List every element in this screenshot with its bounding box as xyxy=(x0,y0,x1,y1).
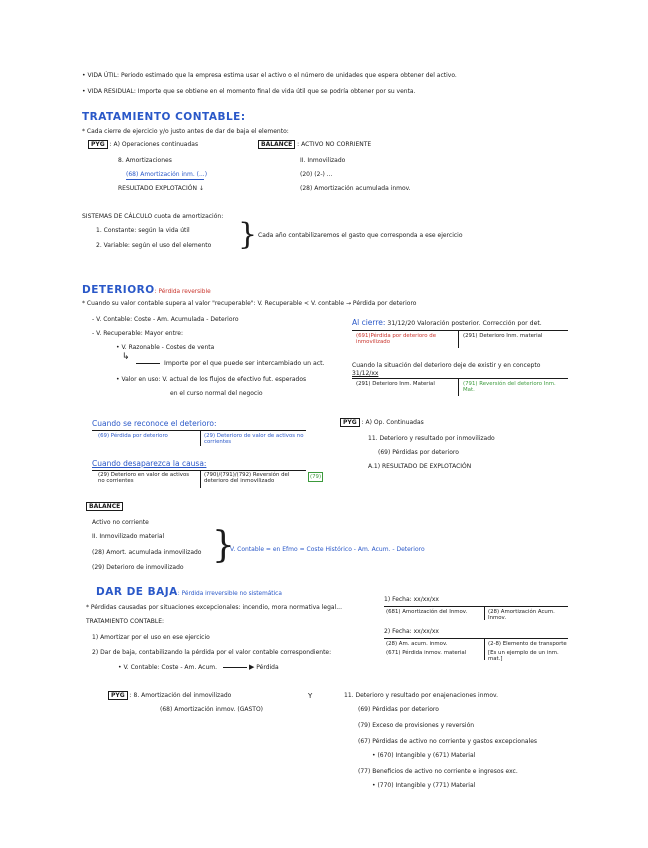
cuando-situacion: Cuando la situación del deterioro deje de existir y en concepto xyxy=(352,362,541,369)
deterioro-valor-uso-2: en el curso normal del negocio xyxy=(170,390,263,397)
f1-left: (681) Amortización del Inmov. xyxy=(386,609,468,615)
vida-residual-note: • VIDA RESIDUAL: Importe que se obtiene en el momento final de vida útil que se podría obtener por su venta. xyxy=(82,88,416,95)
deterioro-importe-text: Importe por el que puede ser intercambiado un act. xyxy=(164,360,325,367)
reconoce-title: Cuando se reconoce el deterioro: xyxy=(92,419,217,428)
al-cierre-text: 31/12/20 Valoración posterior. Corrección por det. xyxy=(387,320,542,327)
t1-right: (291) Deterioro Inm. material xyxy=(463,333,543,339)
pyg-68: (68) Amortización inm. (...) xyxy=(126,171,208,178)
baja-subtitle: : Pérdida irreversible no sistemática xyxy=(177,591,282,597)
des-left: (29) Deterioro en valor de activos no corrientes xyxy=(98,472,190,485)
rec-divider xyxy=(200,430,201,446)
f2-left-b: (671) Pérdida inmov. material xyxy=(386,650,467,656)
rec-left: (69) Pérdida por deterioro xyxy=(98,433,168,439)
deterioro-heading: DETERIORO xyxy=(82,284,155,296)
rec-right: (29) Deterioro de valor de activos no corrientes xyxy=(204,433,304,446)
final-pyg-77: (77) Beneficios de activo no corriente e ingresos exc. xyxy=(358,768,518,775)
t1-top-line xyxy=(352,330,568,331)
pyg-68-underline xyxy=(126,179,204,180)
deterioro-valor-uso: • Valor en uso: V. actual de los flujos de efectivo fut. esperados xyxy=(116,376,307,383)
deterioro-title xyxy=(82,284,211,296)
arrow-icon: ↳ xyxy=(122,352,130,362)
deterioro-v-contable: - V. Contable: Coste - Am. Acumulada - Deterioro xyxy=(92,316,239,323)
baja-tratamiento: TRATAMIENTO CONTABLE: xyxy=(86,618,165,625)
sistemas-title: SISTEMAS DE CÁLCULO cuota de amortización: xyxy=(82,213,224,220)
det-bal-28: (28) Amort. acumulada inmovilizado xyxy=(92,549,202,556)
final-pyg-67: (67) Pérdidas de activo no corriente y gastos excepcionales xyxy=(358,738,538,745)
baja-fecha-1: 1) Fecha: xx/xx/xx xyxy=(384,596,439,603)
det-bal-29: (29) Deterioro de inmovilizado xyxy=(92,564,184,571)
f2-right-a: (2-8) Elemento de transporte xyxy=(488,641,567,647)
t2-right: (791) Reversión del deterioro Inm. Mat. xyxy=(463,381,556,394)
cuando-fecha: 31/12/xx xyxy=(352,370,379,377)
tratamiento-pyg xyxy=(88,141,198,148)
pyg-box: PYG xyxy=(88,140,108,149)
arrow-shaft xyxy=(136,363,160,364)
final-pyg-670: • (670) Intangible y (671) Material xyxy=(372,752,476,759)
f2-divider xyxy=(484,638,485,660)
al-cierre-label: Al cierre: xyxy=(352,318,386,327)
baja-paso-2: 2) Dar de baja, contabilizando la pérdida por el valor contable correspondiente: xyxy=(92,649,332,656)
baja-perdida: Pérdida xyxy=(256,664,279,671)
f1-right: (28) Amortización Acum. Inmov. xyxy=(488,609,555,622)
des-right: (790)/(791)/(792) Reversión del deterioro del inmovilizado xyxy=(204,472,290,485)
f1-top-line xyxy=(384,606,568,607)
rec-top-line xyxy=(92,430,306,431)
baja-fecha-2: 2) Fecha: xx/xx/xx xyxy=(384,628,439,635)
final-pyg-68: (68) Amortización inmov. (GASTO) xyxy=(160,706,264,713)
final-pyg-770: • (770) Intangible y (771) Material xyxy=(372,782,476,789)
det-pyg-11: 11. Deterioro y resultado por inmovilizado xyxy=(368,435,495,442)
des-code: (79) xyxy=(310,474,322,480)
det-bal-ii: II. Inmovilizado material xyxy=(92,533,165,540)
det-balance xyxy=(86,503,123,510)
det-pyg-op: : A) Op. Continuadas xyxy=(361,419,424,426)
deterioro-importe xyxy=(136,360,325,367)
baja-v-contable xyxy=(118,663,279,671)
deterioro-v-recuperable: - V. Recuperable: Mayor entre: xyxy=(92,330,183,337)
final-pyg-y: Y xyxy=(308,692,313,700)
t2-left: (291) Deterioro Inm. Material xyxy=(356,381,435,387)
pyg-resultado: RESULTADO EXPLOTACIÓN ↓ xyxy=(118,185,204,192)
baja-arrow-shaft xyxy=(223,667,247,668)
final-pyg-79: (79) Exceso de provisiones y reversión xyxy=(358,722,475,729)
balance-anc: : ACTIVO NO CORRIENTE xyxy=(297,141,372,148)
baja-arrow-icon: ▶ xyxy=(248,663,255,671)
balance-28: (28) Amortización acumulada inmov. xyxy=(300,185,411,192)
det-pyg-box: PYG xyxy=(340,418,360,427)
des-divider xyxy=(200,470,201,488)
baja-title xyxy=(96,586,282,598)
det-bal-brace: } xyxy=(212,525,235,566)
balance-box: BALANCE xyxy=(258,140,295,149)
t1-divider xyxy=(458,330,459,348)
des-top-line xyxy=(92,470,306,471)
det-pyg-69: (69) Pérdidas por deterioro xyxy=(378,449,459,456)
t2-top-line xyxy=(352,378,568,379)
tratamiento-balance xyxy=(258,141,371,148)
tratamiento-title: TRATAMIENTO CONTABLE: xyxy=(82,111,246,123)
baja-paso-1: 1) Amortizar por el uso en ese ejercicio xyxy=(92,634,210,641)
final-pyg-69: (69) Pérdidas por deterioro xyxy=(358,706,439,713)
vida-util-note: • VIDA ÚTIL: Periodo estimado que la empresa estima usar el activo o el número de unidades que espera obtener del activo. xyxy=(82,72,457,79)
final-pyg xyxy=(108,692,231,699)
sistema-constante: 1. Constante: según la vida útil xyxy=(96,227,190,234)
baja-v-contable-text: • V. Contable: Coste - Am. Acum. xyxy=(118,664,218,671)
desaparece-title: Cuando desaparezca la causa: xyxy=(92,459,207,468)
sistemas-brace: } xyxy=(238,217,258,252)
deterioro-pyg xyxy=(340,419,424,426)
t2-divider xyxy=(458,378,459,396)
t1-left: (691)Pérdida por deterioro de inmovilizado xyxy=(356,333,437,346)
f1-divider xyxy=(484,606,485,620)
det-bal-nota: V. Contable = en Efmo = Coste Histórico - Am. Acum. - Deterioro xyxy=(230,546,425,553)
pyg-amortizaciones: 8. Amortizaciones xyxy=(118,157,172,164)
final-pyg-8: : 8. Amortización del inmovilizado xyxy=(129,692,232,699)
det-pyg-resultado: A.1) RESULTADO DE EXPLOTACIÓN xyxy=(368,463,472,470)
f2-left-a: (28) Am. acum. inmov. xyxy=(386,641,448,647)
pyg-operaciones: : A) Operaciones continuadas xyxy=(109,141,199,148)
det-balance-box: BALANCE xyxy=(86,502,123,511)
final-pyg-11: 11. Deterioro y resultado por enajenaciones inmov. xyxy=(344,692,499,699)
deterioro-subtitle: : Pérdida reversible xyxy=(154,289,211,295)
det-bal-anc: Activo no corriente xyxy=(92,519,149,526)
f2-right-b: [Es un ejemplo de un inm. mat.] xyxy=(488,650,559,663)
balance-inmovilizado: II. Inmovilizado xyxy=(300,157,346,164)
sistema-variable: 2. Variable: según el uso del elemento xyxy=(96,242,212,249)
tratamiento-intro: * Cada cierre de ejercicio y/o justo antes de dar de baja el elemento: xyxy=(82,128,289,135)
baja-heading: DAR DE BAJA xyxy=(96,586,178,598)
al-cierre xyxy=(352,318,542,327)
sistemas-nota: Cada año contabilizaremos el gasto que corresponda a ese ejercicio xyxy=(258,232,463,239)
deterioro-intro: * Cuando su valor contable supera al valor "recuperable": V. Recuperable < V. contable → Pérdida por deterioro xyxy=(82,300,417,307)
f2-top-line xyxy=(384,638,568,639)
baja-perdidas: * Pérdidas causadas por situaciones excepcionales: incendio, mora normativa legal... xyxy=(86,604,342,611)
balance-20: (20) (2-) ... xyxy=(300,171,333,178)
deterioro-v-razonable: • V. Razonable - Costes de venta xyxy=(116,344,215,351)
final-pyg-box: PYG xyxy=(108,691,128,700)
